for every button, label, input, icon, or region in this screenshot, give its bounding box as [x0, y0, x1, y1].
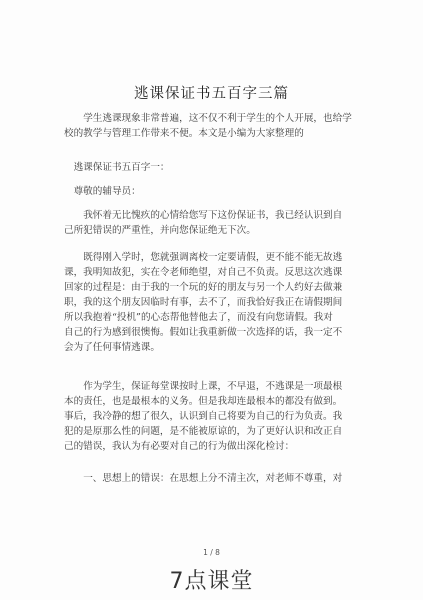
paragraph-line: 职，我的这个朋友因临时有事，去不了，而我恰好我正在请假期间	[64, 297, 343, 308]
paragraph-line: 会为了任何事情逃课。	[64, 342, 160, 353]
section-heading-line: 逃课保证书五百字一：	[73, 162, 170, 173]
paragraph-line: 自己的行为感到很懊悔。假如让我重新做一次选择的话，我一定不	[64, 327, 343, 338]
paragraph-line: 所以我抱着“投机”的心态帮他替他去了，而没有向您请假。我对	[64, 312, 333, 323]
paragraph-line: 课，我明知故犯，实在令老师绝望，对自己不负责。反思这次逃课	[64, 267, 343, 278]
section-heading	[64, 160, 364, 175]
paragraph-line: 本的责任，也是最根本的义务。但是我却连最根本的都没有做到。	[64, 396, 343, 407]
paragraph-1	[64, 208, 364, 238]
paragraph-line: 己所犯错误的严重性，并向您保证绝无下次。	[64, 225, 256, 236]
intro-paragraph	[64, 111, 364, 141]
paragraph-line: 作为学生，保证每堂课按时上课，不早退，不逃课是一项最根	[83, 381, 343, 392]
paragraph-3	[64, 379, 364, 454]
paragraph-line: 回家的过程是：由于我的一个玩的好的朋友与另一个人约好去做兼	[64, 282, 343, 293]
paragraph-4	[64, 471, 364, 486]
paragraph-2	[64, 250, 364, 355]
paragraph-line: 一、思想上的错误：在思想上分不清主次，对老师不尊重，对	[83, 473, 343, 484]
paragraph-line: 既得刚入学时，您就强调离校一定要请假，更不能不能无故逃	[83, 252, 343, 263]
intro-line: 校的教学与管理工作带来不便。本文是小编为大家整理的	[64, 128, 304, 139]
paragraph-line: 事后，我冷静的想了很久，认识到自己将要为自己的行为负责。我	[64, 411, 343, 422]
paragraph-line: 犯的是原那么性的问题，是不能被原谅的，为了更好认识和改正自	[64, 426, 343, 437]
salutation	[64, 184, 364, 199]
paragraph-line: 己的错误，我认为有必要对自己的行为做出深化检讨：	[64, 441, 295, 452]
salutation-line: 尊敬的辅导员：	[73, 186, 141, 197]
watermark-logo-text: 7点课堂	[169, 569, 254, 594]
paragraph-line: 我怀着无比愧疚的心情给您写下这份保证书，我已经认识到自	[83, 210, 343, 221]
intro-line: 学生逃课现象非常普遍，这不仅不利于学生的个人开展，也给学	[83, 113, 352, 124]
document-title: 逃课保证书五百字三篇	[134, 86, 289, 102]
page-number: 1 / 8	[203, 548, 220, 557]
